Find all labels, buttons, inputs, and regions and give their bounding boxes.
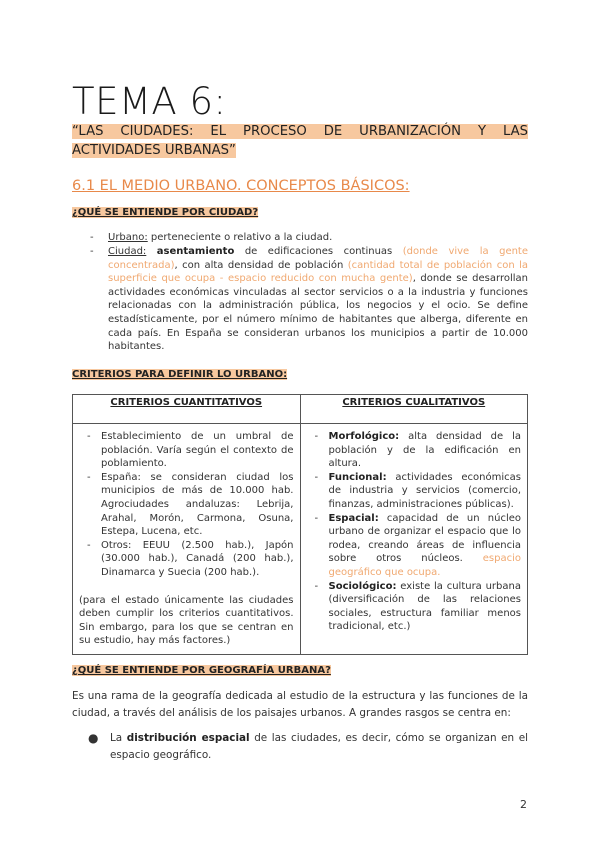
- list-item: - España: se consideran ciudad los municipios de más de 10.000 hab. Agrociudades andaluzas: Lebrija, Arahal, Morón, Carmona, Osuna, Estepa, Lucena, etc.: [87, 471, 294, 538]
- question-heading-criterios: [72, 369, 287, 380]
- page-title: TEMA 6:: [72, 80, 227, 123]
- bold-term: asentamiento: [156, 246, 235, 257]
- criterion-label: Funcional:: [328, 471, 387, 483]
- term-ciudad: Ciudad:: [108, 246, 147, 257]
- list-item: - Establecimiento de un umbral de población. Varía según el contexto de poblamiento.: [87, 431, 294, 470]
- bullet-text: de las ciudades, es decir, cómo se organizan en el espacio geográfico.: [110, 732, 528, 761]
- question-heading-geografia: [72, 665, 331, 676]
- criteria-table: [72, 394, 528, 655]
- list-item: - Otros: EEUU (2.500 hab.), Japón (30.000 hab.), Canadá (200 hab.), Dinamarca y Suecia (200 hab.).: [87, 539, 294, 578]
- paragraph: Es una rama de la geografía dedicada al estudio de la estructura y las funciones de la ciudad, a través del análisis de los paisajes urbanos. A grandes rasgos se centra en:: [72, 690, 528, 719]
- table-cell-left: [73, 424, 301, 655]
- note-orange: (donde vive la gente concentrada): [108, 246, 529, 271]
- criterion-label: Sociológico:: [328, 580, 397, 592]
- table-cell-right: [300, 424, 528, 655]
- page-subtitle: [72, 122, 528, 160]
- question-text: ¿QUÉ SE ENTIENDE POR GEOGRAFÍA URBANA?: [72, 665, 331, 676]
- list-item-text: Establecimiento de un umbral de población. Varía según el contexto de poblamiento.: [101, 431, 294, 470]
- table-header-right: CRITERIOS CUALITATIVOS: [300, 395, 528, 424]
- list-item: - Morfológico: alta densidad de la población y de la edificación en altura.: [314, 431, 521, 470]
- criterion-text: alta densidad de la población y de la edificación en altura.: [328, 431, 521, 470]
- definition-text: perteneciente o relativo a la ciudad.: [147, 232, 333, 243]
- criterion-text: existe la cultura urbana (diversificación de las relaciones sociales, estructura familiar menos tradicional, etc.): [328, 580, 521, 633]
- criterion-text: actividades económicas de industria y servicios (comercio, finanzas, administraciones públicas).: [328, 471, 521, 510]
- page-number: 2: [520, 798, 527, 811]
- section-heading: 6.1 EL MEDIO URBANO. CONCEPTOS BÁSICOS:: [72, 178, 410, 194]
- list-item-text: España: se consideran ciudad los municipios de más de 10.000 hab. Agrociudades andaluzas: Lebrija, Arahal, Morón, Carmona, Osuna, Estepa, Lucena, etc.: [101, 471, 294, 538]
- list-item: - Espacial: capacidad de un núcleo urbano de organizar el espacio que lo rodea, creando áreas de influencia sobre otros núcleos. espacio geográfico que ocupa.: [314, 512, 521, 578]
- note-orange: (cantidad total de población con la superficie que ocupa - espacio reducido con mucha gente): [108, 259, 528, 285]
- table-header-left: CRITERIOS CUANTITATIVOS: [73, 395, 301, 424]
- criterion-label: Morfológico:: [328, 431, 400, 442]
- dash-bullet: -: [90, 246, 94, 257]
- definition-ciudad: [90, 245, 528, 354]
- definition-text: , con alta densidad de población: [174, 259, 348, 271]
- question-text: CRITERIOS PARA DEFINIR LO URBANO:: [72, 369, 288, 380]
- subtitle-text: “LAS CIUDADES: EL PROCESO DE URBANIZACIÓN Y LAS ACTIVIDADES URBANAS”: [72, 124, 528, 158]
- question-heading-ciudad: [72, 207, 258, 218]
- list-item: - Funcional: actividades económicas de industria y servicios (comercio, finanzas, administraciones públicas).: [314, 471, 521, 510]
- criterion-text: capacidad de un núcleo urbano de organizar el espacio que lo rodea, creando áreas de influencia sobre otros núcleos.: [328, 512, 521, 565]
- criterion-label: Espacial:: [328, 512, 379, 524]
- question-text: ¿QUÉ SE ENTIENDE POR CIUDAD?: [72, 207, 259, 218]
- note-orange: espacio geográfico que ocupa.: [328, 553, 521, 578]
- definition-text: de edificaciones continuas: [234, 246, 403, 257]
- bullet-text: La: [110, 732, 127, 744]
- list-item: - Sociológico: existe la cultura urbana (diversificación de las relaciones sociales, estructura familiar menos tradicional, etc.): [314, 580, 521, 633]
- term-urbano: Urbano:: [108, 232, 148, 243]
- list-item-text: Otros: EEUU (2.500 hab.), Japón (30.000 hab.), Canadá (200 hab.), Dinamarca y Suecia (200 hab.).: [101, 539, 294, 578]
- dash-bullet: -: [90, 232, 94, 243]
- definition-text: , donde se desarrollan actividades económicas vinculadas al sector servicios o a la industria y funciones relacionadas con la administración pública, los negocios y el ocio. Se define estadísticamente, por el número mínimo de habitantes que alberga, diferente en cada país. En España se consideran urbanos los municipios a partir de 10.000 habitantes.: [108, 273, 528, 353]
- table-note: (para el estado únicamente las ciudades deben cumplir los criterios cuantitativos. Sin embargo, para los que se centran en su estudio, hay más factores.): [79, 594, 294, 647]
- bullet-dot-icon: ●: [88, 731, 99, 745]
- bullet-item: [88, 730, 528, 764]
- bullet-bold: distribución espacial: [126, 732, 250, 744]
- definition-urbano: [90, 231, 528, 245]
